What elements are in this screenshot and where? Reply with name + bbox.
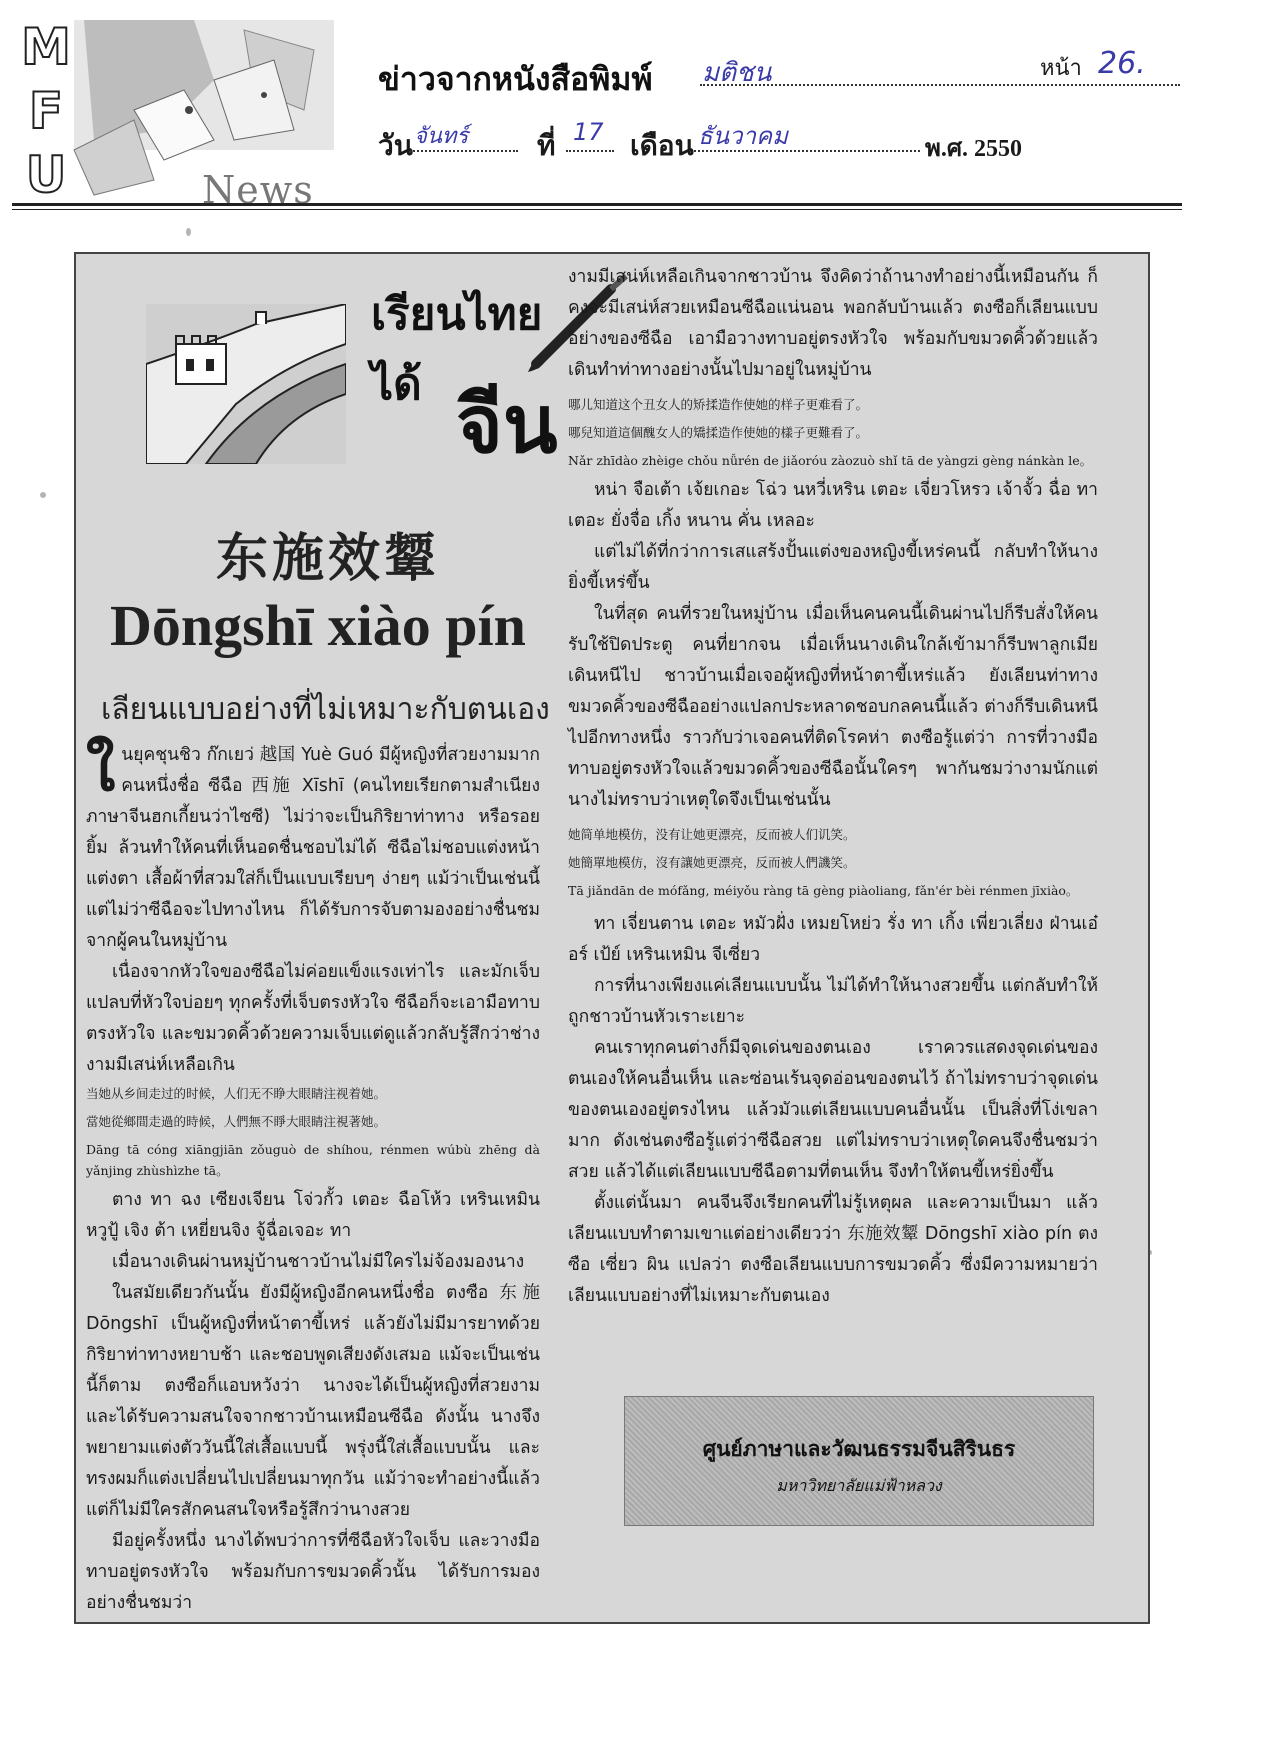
logo-letter-u: U	[25, 146, 67, 204]
paragraph: หน่า จือเต้า เจ้ยเกอะ โฉ่ว นหวี่เหริน เตอะ เจี่ยวโหรว เจ้าจั้ว ฉื่อ ทา เตอะ ยั่งจื่อ เกิ้ง หนาน คั่น เหลอะ	[568, 480, 1098, 531]
example-traditional: 她簡單地模仿，沒有讓她更漂亮，反而被人們譏笑。	[568, 855, 856, 870]
month-label: เดือน	[630, 130, 694, 161]
idiom-pinyin-title: Dōngshī xiào pín	[110, 593, 526, 658]
paragraph: ในยุคชุนชิว ก๊กเยว่ 越国 Yuè Guó มีผู้หญิงที่สวยงามมากคนหนึ่งชื่อ ซีฉือ 西施 Xīshī (คนไทยเรียกตามสำเนียงภาษาจีนฮกเกี้ยนว่าไซซี) ไม่ว่าจะเป็นกิริยาท่าทาง หรือรอยยิ้ม ล้วนทำให้คนที่เห็นอดชื่นชอบไม่ได้ ซีฉือไม่ชอบแต่งหน้าแต่งตา เสื้อผ้าที่สวมใส่ก็เป็นแบบเรียบๆ ง่ายๆ แม้ว่าเป็นเช่นนี้ แต่ไม่ว่าซีฉือจะไปทางไหน ก็ได้รับการจับตามองอย่างชื่นชมจากผู้คนในหมู่บ้าน	[86, 735, 540, 951]
idiom-chinese-title: 东施效颦	[216, 529, 441, 589]
drop-cap: ใ	[86, 735, 116, 805]
example-simplified: 她简单地模仿，没有让她更漂亮，反而被人们讥笑。	[568, 827, 856, 842]
example-pinyin: Dāng tā cóng xiāngjiān zǒuguò de shíhou, rénmen wúbù zhēng dà yǎnjing zhùshìzhe tā。	[86, 1142, 540, 1178]
year-label: พ.ศ. 2550	[925, 136, 1023, 162]
paragraph: งามมีเสน่ห์เหลือเกินจากชาวบ้าน จึงคิดว่าถ้านางทำอย่างนี้เหมือนกัน ก็คงจะมีเสน่ห์สวยเหมือนซีฉือแน่นอน พอกลับบ้านแล้ว ตงซือก็เลียนแบบอย่างของซีฉือ เอามือวางทาบอยู่ตรงหัวใจ พร้อมกับขมวดคิ้วด้วยแล้วเดินทำท่าทางอย่างนั้นไปมาอยู่ในหมู่บ้าน	[568, 267, 1098, 380]
paragraph: ตาง ทา ฉง เซียงเจียน โจ่วกั้ว เตอะ ฉือโห้ว เหรินเหมิน หวูปู้ เจิง ต้า เหยี่ยนจิง จู้ฉื่อเจอะ ทา	[86, 1190, 540, 1241]
example-traditional: 哪兒知道這個醜女人的矯揉造作使她的樣子更難看了。	[568, 425, 869, 440]
example-sentence-block	[86, 1083, 540, 1181]
newspaper-name-line	[700, 84, 1180, 86]
scan-speck	[40, 492, 46, 498]
header-rule-thin	[12, 209, 1182, 210]
paragraph: ทา เจี่ยนตาน เตอะ หมัวฝั่ง เหมยโหย่ว รั่ง ทา เกิ้ง เพี่ยวเลี่ยง ฝ่านเอ๋อร์ เป้ย์ เหรินเหมิน จีเซี่ยว	[568, 914, 1098, 965]
clipping-source-label: ข่าวจากหนังสือพิมพ์	[378, 61, 653, 97]
great-wall-illustration	[146, 304, 346, 464]
example-simplified: 哪儿知道这个丑女人的矫揉造作使她的样子更难看了。	[568, 397, 869, 412]
paragraph: ตั้งแต่นั้นมา คนจีนจึงเรียกคนที่ไม่รู้เหตุผล และความเป็นมา แล้วเลียนแบบทำตามเขาแต่อย่างเดียวว่า 东施效颦 Dōngshī xiào pín ตงซือ เซี่ยว ผิน แปลว่า ตงซือเลียนแบบการขมวดคิ้ว ซึ่งมีความหมายว่า เลียนแบบอย่างที่ไม่เหมาะกับตนเอง	[568, 1193, 1098, 1306]
page-number-handwritten: 26.	[1098, 46, 1146, 81]
paragraph: คนเราทุกคนต่างก็มีจุดเด่นของตนเอง เราควรแสดงจุดเด่นของตนเองให้คนอื่นเห็น และซ่อนเร้นจุดอ่อนของตนไว้ ถ้าไม่ทราบว่าจุดเด่นของตนเองอยู่ตรงไหน แล้วมัวแต่เลียนแบบคนอื่นนั้น เป็นสิ่งที่โง่เขลามาก ดังเช่นตงซือรู้แต่ว่าซีฉือสวย แต่ไม่ทราบว่าเหตุใดคนจึงชื่นชมว่าสวย แล้วได้แต่เลียนแบบซีฉือตามที่ตนเห็น จึงทำให้ตนขี้เหร่ยิ่งขึ้น	[568, 1038, 1098, 1182]
credit-university: มหาวิทยาลัยแม่ฟ้าหลวง	[776, 1478, 942, 1495]
banner-text-china: จีน	[456, 377, 558, 471]
credit-box	[624, 1396, 1094, 1526]
paragraph: การที่นางเพียงแค่เลียนแบบนั้น ไม่ได้ทำให้นางสวยขึ้น แต่กลับทำให้ถูกชาวบ้านหัวเราะเยาะ	[568, 976, 1098, 1027]
paragraph: มีอยู่ครั้งหนึ่ง นางได้พบว่าการที่ซีฉือหัวใจเจ็บ และวางมือทาบอยู่ตรงหัวใจ พร้อมกับการขมวดคิ้วนั้น ได้รับการมองอย่างชื่นชมว่า	[86, 1531, 540, 1613]
paragraph: ในที่สุด คนที่รวยในหมู่บ้าน เมื่อเห็นคนคนนี้เดินผ่านไปก็รีบสั่งให้คนรับใช้ปิดประตู คนที่ยากจน เมื่อเห็นนางเดินใกล้เข้ามาก็รีบพาลูกเมียเดินหนีไป ชาวบ้านเมื่อเจอผู้หญิงที่หน้าตาขี้เหร่แล้ว ยังเลียนท่าทางขมวดคิ้วของซีฉืออย่างแปลกประหลาดชอบกลคนนี้แล้ว ต่างก็รีบเดินหนีไปอีกทางหนึ่ง ราวกับว่าเจอคนที่ติดโรคห่า ตงซือรู้แต่ว่า การที่วางมือทาบอยู่ตรงหัวใจแล้วขมวดคิ้วของซีฉือนั้นใครๆ พากันชมว่างามนักแต่นางไม่ทราบว่าเหตุใดจึงเป็นเช่นนั้น	[568, 604, 1098, 810]
logo-letter-m: M	[21, 18, 71, 76]
example-sentence-block	[568, 824, 1098, 901]
date-handwritten: 17	[573, 118, 604, 146]
logo-word-news: News	[202, 168, 314, 212]
newspaper-name-handwritten: มติชน	[702, 58, 772, 88]
punch-hole	[48, 1020, 74, 1064]
month-handwritten: ธันวาคม	[698, 122, 788, 150]
example-pinyin: Nǎr zhīdào zhèige chǒu nǚrén de jiǎoróu zàozuò shǐ tā de yàngzi gèng nánkàn le。	[568, 453, 1093, 468]
banner-text-learn-thai: เรียนไทย ได้	[371, 289, 543, 410]
idiom-thai-meaning: เลียนแบบอย่างที่ไม่เหมาะกับตนเอง	[101, 692, 550, 727]
date-label: ที่	[537, 130, 556, 161]
example-sentence-block	[568, 394, 1098, 471]
left-column	[86, 735, 540, 1619]
paragraph: เนื่องจากหัวใจของซีฉือไม่ค่อยแข็งแรงเท่าไร และมักเจ็บแปลบที่หัวใจบ่อยๆ ทุกครั้งที่เจ็บตรงหัวใจ ซีฉือก็จะเอามือทาบตรงหัวใจ และขมวดคิ้วด้วยความเจ็บแต่ดูแล้วกลับรู้สึกว่าช่างงามมีเสน่ห์เหลือเกิน	[86, 962, 540, 1075]
header-rule	[12, 203, 1182, 206]
example-traditional: 當她從鄉間走過的時候，人們無不睜大眼睛注視著她。	[86, 1114, 387, 1129]
date-line	[566, 150, 614, 152]
page-label: หน้า	[1040, 55, 1082, 80]
example-simplified: 当她从乡间走过的时候，人们无不睁大眼睛注视着她。	[86, 1086, 387, 1101]
mfu-news-logo	[14, 18, 354, 212]
day-label: วัน	[378, 130, 413, 161]
paragraph: แต่ไม่ได้ที่กว่าการเสแสร้งปั้นแต่งของหญิงขี้เหร่คนนี้ กลับทำให้นางยิ่งขี้เหร่ขึ้น	[568, 542, 1098, 593]
example-pinyin: Tā jiǎndān de mófǎng, méiyǒu ràng tā gèng piàoliang, fǎn'ér bèi rénmen jīxiào。	[568, 883, 1079, 898]
right-column	[568, 262, 1098, 1312]
paragraph: เมื่อนางเดินผ่านหมู่บ้านชาวบ้านไม่มีใครไม่จ้องมองนาง	[112, 1252, 525, 1272]
punch-hole	[48, 596, 74, 640]
scan-speck	[186, 228, 191, 236]
column-banner	[146, 274, 558, 471]
article-clipping	[74, 252, 1150, 1624]
credit-organization: ศูนย์ภาษาและวัฒนธรรมจีนสิรินธร	[702, 1438, 1016, 1461]
paragraph: ในสมัยเดียวกันนั้น ยังมีผู้หญิงอีกคนหนึ่งชื่อ ตงซือ 东施 Dōngshī เป็นผู้หญิงที่หน้าตาขี้เหร่ แล้วยังไม่มีมารยาทด้วย กิริยาท่าทางหยาบช้า และชอบพูดเสียงดังเสมอ แม้จะเป็นเช่นนี้ก็ตาม ตงซือก็แอบหวังว่า นางจะได้เป็นผู้หญิงที่สวยงาม และได้รับความสนใจจากชาวบ้านเหมือนซีฉือ ดังนั้น นางจึงพยายามแต่งตัววันนี้ใส่เสื้อแบบนี้ พรุ่งนี้ใส่เสื้อแบบนั้น และทรงผมก็แต่งเปลี่ยนไปเปลี่ยนมาทุกวัน แม้ว่าจะทำอย่างนี้แล้ว แต่ก็ไม่มีใครสักคนสนใจหรือรู้สึกว่านางสวย	[86, 1283, 540, 1520]
day-handwritten: จันทร์	[414, 124, 469, 149]
logo-letter-f: F	[28, 82, 64, 140]
